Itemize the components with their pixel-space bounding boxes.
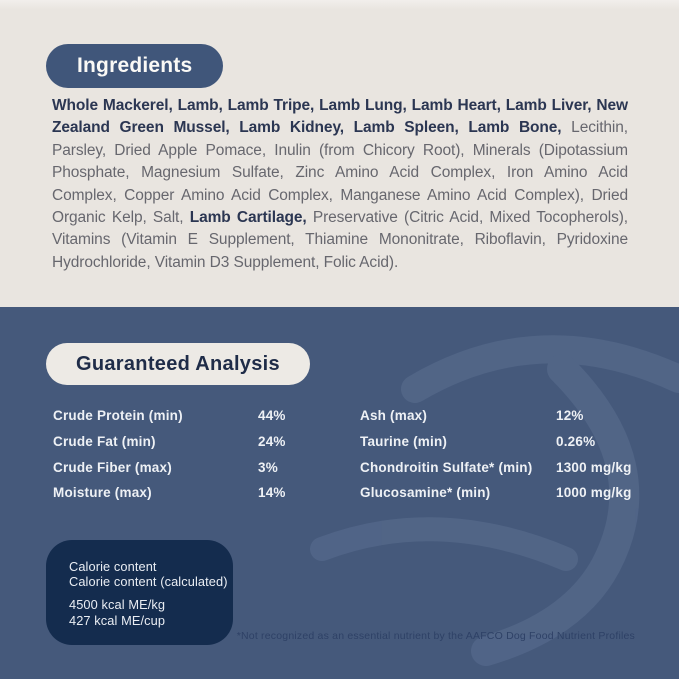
analysis-label: Chondroitin Sulfate* (min)	[360, 459, 533, 475]
analysis-table	[53, 403, 666, 506]
aafco-footnote: *Not recognized as an essential nutrient by the AAFCO Dog Food Nutrient Profiles	[236, 630, 635, 642]
ingredients-section	[0, 0, 679, 307]
calorie-title-line: Calorie content	[69, 559, 157, 574]
analysis-label: Moisture (max)	[53, 485, 152, 501]
guaranteed-analysis-section	[0, 307, 679, 679]
analysis-value: 3%	[258, 459, 278, 475]
analysis-value: 1300 mg/kg	[556, 459, 632, 475]
analysis-value: 0.26%	[556, 433, 596, 449]
analysis-label: Ash (max)	[360, 408, 428, 423]
calorie-title-line: Calorie content (calculated)	[69, 574, 228, 590]
ingredients-bold-intro: Whole Mackerel, Lamb, Lamb Tripe, Lamb Lung, Lamb Heart, Lamb Liver, New Zealand Green Mussel, Lamb Kidney, Lamb Spleen, Lamb Bone,	[52, 97, 628, 137]
guaranteed-analysis-heading-pill	[46, 343, 310, 385]
ingredients-heading-pill	[46, 44, 223, 88]
analysis-label: Taurine (min)	[360, 433, 448, 449]
ingredients-heading: Ingredients	[77, 54, 193, 77]
analysis-value: 12%	[556, 408, 584, 423]
analysis-value: 1000 mg/kg	[556, 485, 632, 501]
analysis-label: Crude Fat (min)	[53, 433, 156, 449]
calorie-value-line: 4500 kcal ME/kg	[69, 597, 166, 613]
analysis-value: 24%	[258, 433, 286, 449]
ingredients-paragraph	[52, 95, 628, 274]
ingredients-bold-cartilage: Lamb Cartilage,	[189, 209, 307, 227]
analysis-label: Crude Fiber (max)	[53, 459, 172, 475]
guaranteed-analysis-heading: Guaranteed Analysis	[76, 352, 280, 375]
analysis-label: Crude Protein (min)	[53, 408, 183, 423]
ingredients-regular-tail: Preservative (Citric Acid, Mixed Tocopherols), Vitamins (Vitamin E Supplement, Thiamine Mononitrate, Riboflavin, Pyridoxine Hydrochloride, Vitamin D3 Supplement, Folic Acid).	[52, 209, 628, 271]
ingredients-regular-middle: Lecithin, Parsley, Dried Apple Pomace, Inulin (from Chicory Root), Minerals (Dipotassium Phosphate, Magnesium Sulfate, Zinc Amino Acid Complex, Iron Amino Acid Complex, Copper Amino Acid Complex, Manganese Amino Acid Complex), Dried Organic Kelp, Salt,	[52, 119, 629, 227]
calorie-content-box	[46, 540, 233, 645]
calorie-value-line: 427 kcal ME/cup	[69, 612, 166, 628]
analysis-value: 44%	[258, 408, 286, 423]
analysis-label: Glucosamine* (min)	[360, 485, 491, 501]
analysis-value: 14%	[258, 485, 286, 501]
